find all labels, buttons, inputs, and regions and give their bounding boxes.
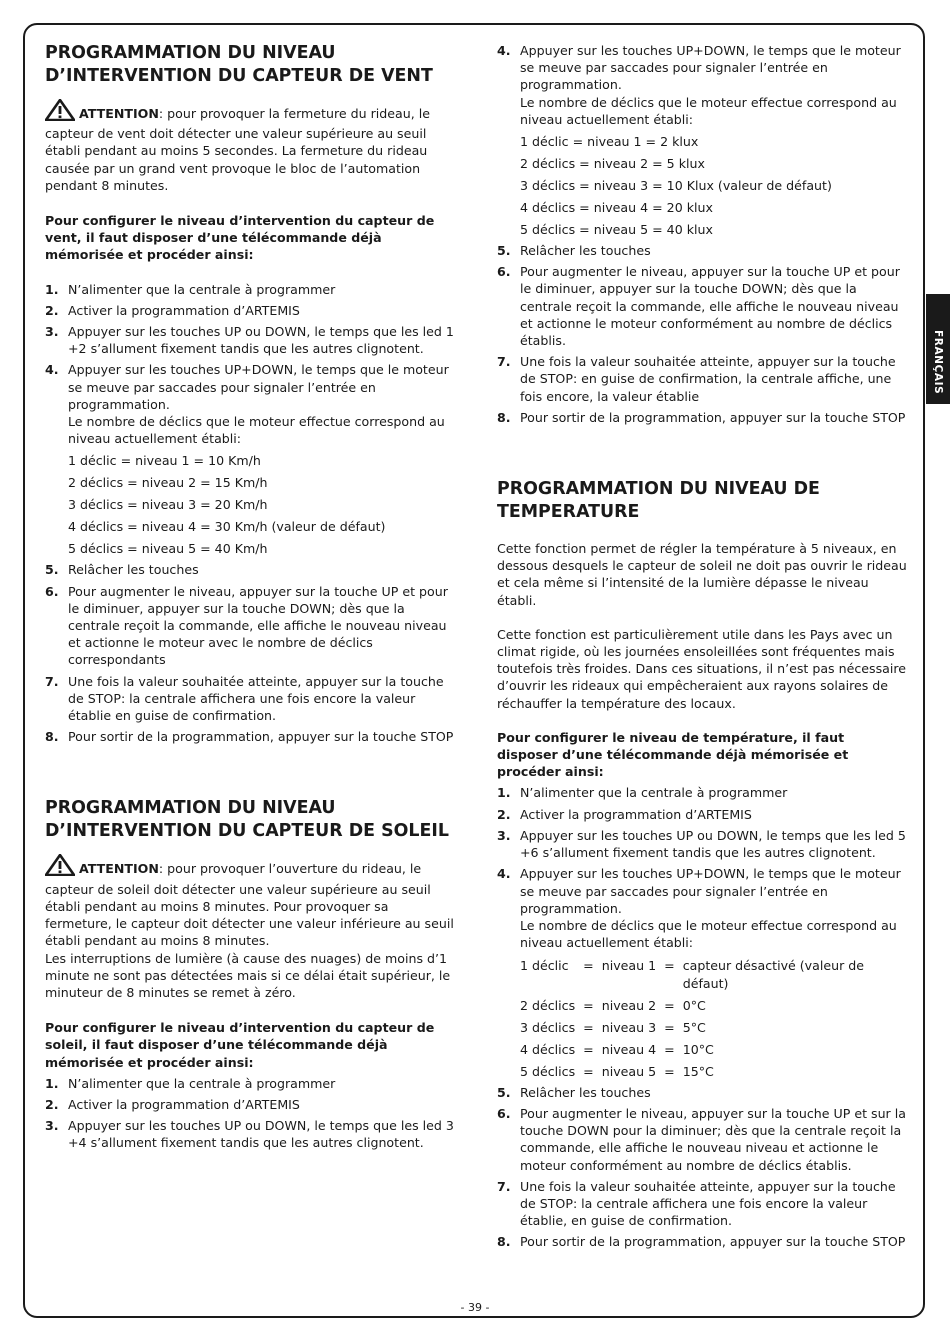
list-item: 2. Activer la programmation d’ARTEMIS [45,1096,300,1112]
list-item: 1. N’alimenter que la centrale à programmer [45,281,336,297]
page-number: - 39 - [460,1301,490,1314]
level-line: 3 déclics = niveau 3 = 20 Km/h [68,497,268,513]
list-item: 8. Pour sortir de la programmation, appuyer sur la touche STOP [497,409,906,425]
list-item: 5. Relâcher les touches [497,1084,651,1100]
list-item: 6. Pour augmenter le niveau, appuyer sur la touche UP et pour le diminuer, appuyer sur la touche DOWN; dès que la centrale reçoit la commande, elle affiche le nouveau niveau et actionne le moteur conformément au nombre de déclics établis. [497,264,900,349]
list-item: 3. Appuyer sur les touches UP ou DOWN, le temps que les led 1 +2 s’allument fixement tandis que les autres clignotent. [45,324,454,357]
level-line: 3 déclics = niveau 3 = 10 Klux (valeur de défaut) [520,177,832,193]
list-item: 8. Pour sortir de la programmation, appuyer sur la touche STOP [497,1234,906,1250]
list-item: 2. Activer la programmation d’ARTEMIS [497,806,752,822]
list-item: 2. Activer la programmation d’ARTEMIS [45,302,300,318]
sun-attention: ATTENTION: pour provoquer l’ouverture du rideau, le capteur de soleil doit détecter une valeur supérieure au seuil établi pendant au moins 8 minutes. Pour provoquer sa fermeture, le capteur doit détecter une valeur inférieure au seuil établi pendant au moins 8 minutes. Les interruptions de lumière (à cause des nuages) de moins d’1 minute ne sont pas détectées mais si ce délai était supérieur, le minuteur de 8 minutes se remet à zéro. [45,854,455,1001]
level-line: 2 déclics = niveau 2 = 15 Km/h [68,475,268,491]
sun-intro: Pour configurer le niveau d’intervention du capteur de soleil, il faut disposer d’une télécommande déjà mémorisée et procéder ainsi: [45,1020,435,1070]
level-line: 1 déclic = niveau 1 = 10 Km/h [68,453,261,469]
temperature-para-2: Cette fonction est particulièrement utile dans les Pays avec un climat rigide, où les journées ensoleillées sont fréquentes mais toutefois très froides. Dans ces situations, il n’est pas nécessaire d’ouvrir les rideaux qui empêcheraient aux rayons solaires de réchauffer la température des locaux. [497,626,907,711]
level-line: 1 déclic = niveau 1 = 2 klux [520,133,699,149]
left-column [45,42,455,1152]
list-item: 6. Pour augmenter le niveau, appuyer sur la touche UP et pour le diminuer, appuyer sur la touche DOWN; dès que la centrale reçoit la commande, elle affiche le nouveau niveau et actionne le moteur avec le nombre de déclics correspondants [45,583,448,668]
sun-steps [45,1075,455,1152]
list-item: 7. Une fois la valeur souhaitée atteinte, appuyer sur la touche de STOP: en guise de confirmation, la centrale affiche, une fois encore, la valeur établie [497,354,896,404]
temperature-para-1: Cette fonction permet de régler la température à 5 niveaux, en dessous desquels le capteur de soleil ne doit pas ouvrir le rideau et cela même si l’intensité de la lumière dépasse le niveau établi. [497,541,907,608]
wind-section-title: PROGRAMMATION DU NIVEAU D’INTERVENTION DU CAPTEUR DE VENT [45,43,433,86]
list-item: 1. N’alimenter que la centrale à programmer [45,1075,336,1091]
list-item: 5. Relâcher les touches [45,562,199,578]
level-line: 2 déclics = niveau 2 = 5 klux [520,155,705,171]
right-column [497,42,907,1251]
wind-steps [45,281,455,746]
list-item: 7. Une fois la valeur souhaitée atteinte, appuyer sur la touche de STOP: la centrale affichera une fois encore la valeur établie en guise de confirmation. [45,673,444,724]
wind-intro: Pour configurer le niveau d’intervention du capteur de vent, il faut disposer d’une télécommande déjà mémorisée et procéder ainsi: [45,213,435,263]
level-line: 5 déclics = niveau 5 = 40 klux [520,221,713,237]
temperature-section-title: PROGRAMMATION DU NIVEAU DE TEMPERATURE [497,479,820,523]
list-item: 4. Appuyer sur les touches UP+DOWN, le temps que le moteur se meuve par saccades pour signaler l’entrée en programmation. Le nombre de déclics que le moteur effectue correspond au niveau actuellement établi: 1 déclic = niveau 1 = capteur désactivé (valeur de défaut) 2 déclics = niveau 2 = 0°C 3 déclics = niveau 3 = 5°C 4 déclics = niveau 4 = 10°C 5 déclics = niveau 5 = 15°C [497,865,907,1079]
temperature-steps [497,784,907,1250]
language-tab: FRANÇAIS [926,294,950,404]
wind-attention: ATTENTION: pour provoquer la fermeture du rideau, le capteur de vent doit détecter une valeur supérieure au seuil établi pendant au moins 5 secondes. La fermeture du rideau causée par un grand vent provoque le bloc de l’automation pendant 8 minutes. [45,99,455,194]
list-item: 7. Une fois la valeur souhaitée atteinte, appuyer sur la touche de STOP: la centrale affichera une fois encore la valeur établie, en guise de confirmation. [497,1178,896,1229]
list-item: 6. Pour augmenter le niveau, appuyer sur la touche UP et sur la touche DOWN pour la diminuer; dès que la centrale reçoit la commande, elle affiche le nouveau niveau et actionne le moteur conformément au nombre de déclics établis. [497,1105,906,1173]
list-item: 3. Appuyer sur les touches UP ou DOWN, le temps que les led 3 +4 s’allument fixement tandis que les autres clignotent. [45,1118,454,1151]
list-item: 4. Appuyer sur les touches UP+DOWN, le temps que le moteur se meuve par saccades pour signaler l’entrée en programmation. Le nombre de déclics que le moteur effectue correspond au niveau actuellement établi: 1 déclic = niveau 1 = 2 klux 2 déclics = niveau 2 = 5 klux 3 déclics = niveau 3 = 10 Klux (valeur de défaut) 4 déclics = niveau 4 = 20 klux 5 déclics = niveau 5 = 40 klux [497,42,907,238]
list-item: 5. Relâcher les touches [497,243,651,259]
sun-steps-continued [497,42,907,426]
list-item: 1. N’alimenter que la centrale à programmer [497,785,788,801]
list-item: 3. Appuyer sur les touches UP ou DOWN, le temps que les led 5 +6 s’allument fixement tandis que les autres clignotent. [497,827,906,861]
level-line: 4 déclics = niveau 4 = 30 Km/h (valeur de défaut) [68,519,386,535]
list-item: 8. Pour sortir de la programmation, appuyer sur la touche STOP [45,729,454,745]
temperature-levels: 1 déclic = niveau 1 = capteur désactivé (valeur de défaut) 2 déclics = niveau 2 = 0°C 3 déclics = niveau 3 = 5°C 4 déclics = niveau 4 = 10°C 5 déclics = niveau 5 = 15°C [520,958,865,1079]
level-line: 5 déclics = niveau 5 = 40 Km/h [68,541,268,557]
list-item: 4. Appuyer sur les touches UP+DOWN, le temps que le moteur se meuve par saccades pour signaler l’entrée en programmation. Le nombre de déclics que le moteur effectue correspond au niveau actuellement établi: 1 déclic = niveau 1 = 10 Km/h 2 déclics = niveau 2 = 15 Km/h 3 déclics = niveau 3 = 20 Km/h 4 déclics = niveau 4 = 30 Km/h (valeur de défaut) 5 déclics = niveau 5 = 40 Km/h [45,361,455,557]
sun-section-title: PROGRAMMATION DU NIVEAU D’INTERVENTION DU CAPTEUR DE SOLEIL [45,798,449,842]
temperature-intro: Pour configurer le niveau de température, il faut disposer d’une télécommande déjà mémorisée et procéder ainsi: [497,729,849,780]
level-line: 4 déclics = niveau 4 = 20 klux [520,199,713,215]
warning-icon [45,99,75,125]
warning-icon [45,854,75,880]
